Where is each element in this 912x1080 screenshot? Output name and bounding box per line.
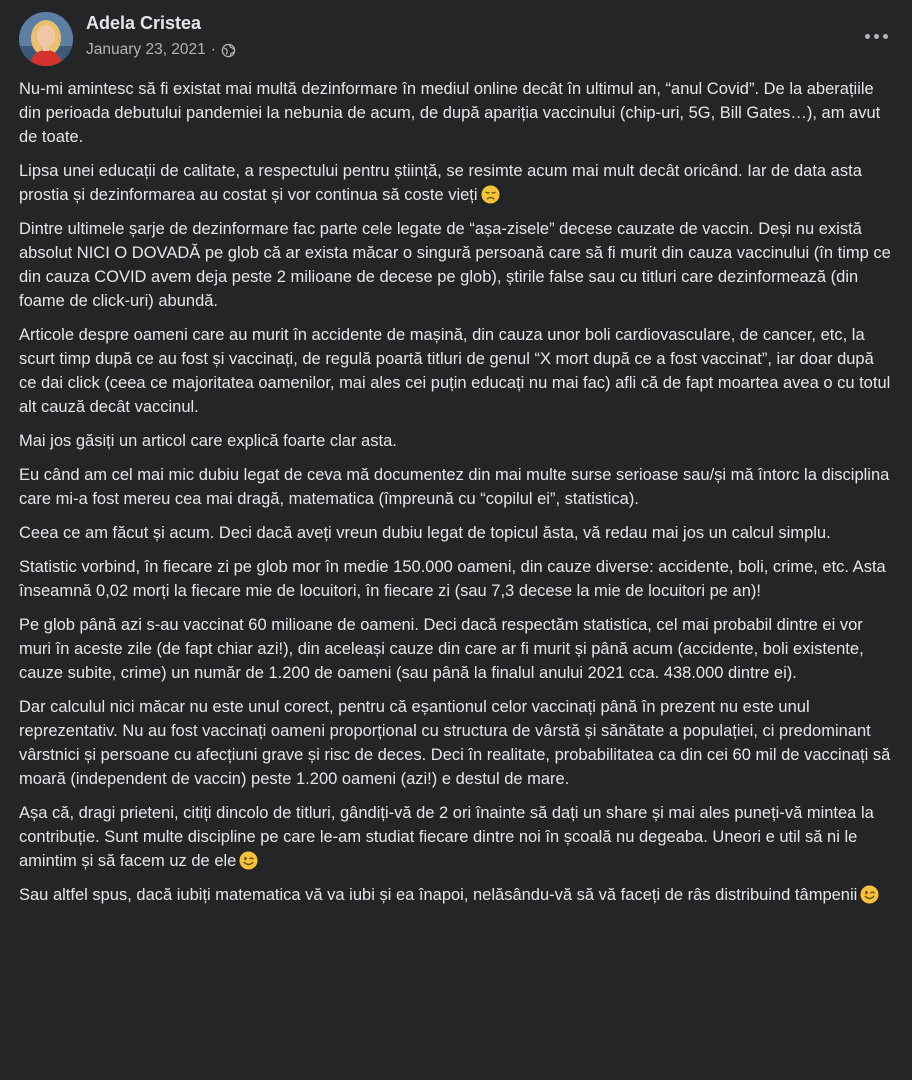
post-body: [19, 77, 895, 917]
post-paragraph: [19, 801, 895, 873]
paragraph-text: Eu când am cel mai mic dubiu legat de ceva mă documentez din mai multe surse serioase sau/și mă întorc la disciplina care mi-a fost mereu cea mai dragă, matematica (împreună cu “copilul ei”, statistica).: [19, 466, 890, 508]
more-dot: [883, 34, 888, 39]
paragraph-text: Sau altfel spus, dacă iubiți matematica vă va iubi și ea înapoi, nelăsându-vă să vă faceți de râs distribuind tâmpenii: [19, 886, 858, 904]
more-dot: [865, 34, 870, 39]
post-paragraph: [19, 429, 895, 453]
post-paragraph: [19, 463, 895, 511]
paragraph-text: Ceea ce am făcut și acum. Deci dacă aveți vreun dubiu legat de topicul ăsta, vă redau mai jos un calcul simplu.: [19, 524, 831, 542]
more-dot: [874, 34, 879, 39]
post-meta: [86, 41, 236, 59]
disappointed-face-emoji: [481, 185, 500, 204]
post-paragraph: [19, 521, 895, 545]
post-paragraph: [19, 159, 895, 207]
post-paragraph: [19, 323, 895, 419]
post-date[interactable]: January 23, 2021: [86, 41, 206, 58]
globe-icon[interactable]: [221, 43, 236, 58]
post-paragraph: [19, 77, 895, 149]
paragraph-text: Dar calculul nici măcar nu este unul corect, pentru că eșantionul celor vaccinați până în prezent nu este unul reprezentativ. Nu au fost vaccinați oameni proporțional cu structura de vârstă și sănătate a populației, ci predominant vârstnici și persoane cu afecțiuni grave și risc de deces. Deci în realitate, probabilitatea ca din cei 60 mil de vaccinați să moară (independent de vaccin) peste 1.200 oameni (azi!) e destul de mare.: [19, 698, 891, 788]
author-avatar[interactable]: [19, 12, 73, 66]
author-name[interactable]: Adela Cristea: [86, 13, 202, 33]
post-paragraph: [19, 883, 895, 907]
paragraph-text: Așa că, dragi prieteni, citiți dincolo de titluri, gândiți-vă de 2 ori înainte să dați un share și mai ales puneți-vă mintea la contribuție. Sunt multe discipline pe care le-am studiat fiecare dintre noi în școală nu degeaba. Uneori e util să ni le amintim și să facem uz de ele: [19, 804, 874, 870]
winking-face-emoji: [239, 851, 258, 870]
paragraph-text: Lipsa unei educații de calitate, a respectului pentru știință, se resimte acum mai mult decât oricând. Iar de data asta prostia și dezinformarea au costat și vor continua să coste vieți: [19, 162, 862, 204]
paragraph-text: Pe glob până azi s-au vaccinat 60 milioane de oameni. Deci dacă respectăm statistica, cel mai probabil dintre ei vor muri în aceste zile (de fapt chiar azi!), din aceleași cauze din care ar fi murit și până acum (accidente, boli existente, cauze subite, crime) un număr de 1.200 de oameni (sau până la finalul anului 2021 cca. 438.000 dintre ei).: [19, 616, 864, 682]
avatar-image: [19, 12, 73, 66]
winking-face-emoji: [860, 885, 879, 904]
post-paragraph: [19, 217, 895, 313]
post-paragraph: [19, 695, 895, 791]
paragraph-text: Dintre ultimele șarje de dezinformare fac parte cele legate de “așa-zisele” decese cauzate de vaccin. Deși nu există absolut NICI O DOVADĂ pe glob că ar exista măcar o singură persoană care să fi murit din cauza vaccinului (în timp ce din cauza COVID avem deja peste 2 milioane de decese pe glob), știrile false sau cu titluri care dezinformează (din foame de click-uri) abundă.: [19, 220, 891, 310]
post-header: [0, 0, 912, 76]
meta-separator: ·: [210, 41, 216, 58]
paragraph-text: Mai jos găsiți un articol care explică foarte clar asta.: [19, 432, 397, 450]
paragraph-text: Nu-mi amintesc să fi existat mai multă dezinformare în mediul online decât în ultimul an, “anul Covid”. De la aberațiile din perioada debutului pandemiei la nebunia de acum, de după apariția vaccinului (chip-uri, 5G, Bill Gates…), am avut de toate.: [19, 80, 881, 146]
post-paragraph: [19, 555, 895, 603]
paragraph-text: Articole despre oameni care au murit în accidente de mașină, din cauza unor boli cardiovasculare, de cancer, etc, la scurt timp după ce au fost și vaccinați, de regulă poartă titluri de genul “X mort după ce a fost vaccinat”, iar doar după ce dai click (ceea ce majoritatea oamenilor, mai ales cei puțin educați nu mai fac) afli că de fapt moartea avea o cu totul alt cauză decât vaccinul.: [19, 326, 891, 416]
more-options-icon[interactable]: [858, 22, 894, 50]
paragraph-text: Statistic vorbind, în fiecare zi pe glob mor în medie 150.000 oameni, din cauze diverse: accidente, boli, crime, etc. Asta înseamnă 0,02 morți la fiecare mie de locuitori, în fiecare zi (sau 7,3 decese la mie de locuitori pe an)!: [19, 558, 886, 600]
post-paragraph: [19, 613, 895, 685]
